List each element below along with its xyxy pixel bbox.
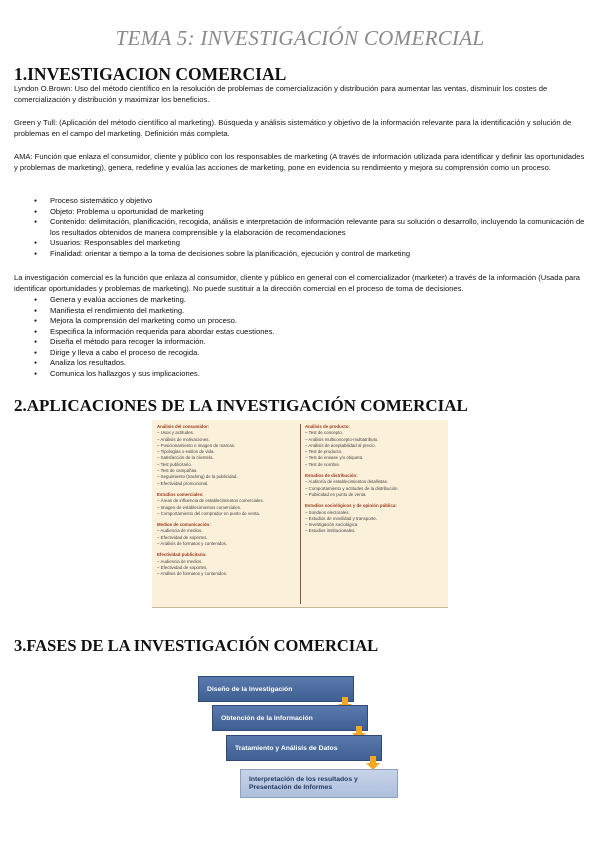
list-item: ● Manifiesta el rendimiento del marketing.	[34, 306, 586, 317]
phase-reporting-box	[240, 769, 398, 798]
applications-right-column	[305, 424, 445, 535]
section-2-heading: 2.APLICACIONES DE LA INVESTIGACIÓN COMERCIAL	[14, 396, 468, 415]
phase-label: Tratamiento y Análisis de Datos	[235, 744, 338, 752]
list-item: ● Diseña el método para recoger la información.	[34, 337, 586, 348]
application-item: – Audiencia de medios.	[157, 558, 203, 564]
application-item: – Publicidad en punto de venta.	[305, 491, 367, 497]
application-item: – Investigación sociológica.	[305, 522, 359, 528]
application-item: – Usos y actitudes.	[157, 430, 195, 436]
list-item: ● Usuarios: Responsables del marketing	[34, 238, 586, 249]
section-1-heading: 1.INVESTIGACION COMERCIAL	[14, 64, 287, 84]
application-category-title: Estudios de distribución:	[305, 473, 358, 479]
application-item: – Análisis de motivaciones.	[157, 436, 210, 442]
phase-label: Obtención de la Información	[221, 714, 313, 722]
application-item: – Audiencia de medios.	[157, 528, 203, 534]
application-category-title: Estudios comerciales:	[157, 491, 204, 497]
application-item: – Análisis de formatos y contenidos.	[157, 541, 228, 547]
application-item: – Test de concepto.	[305, 430, 343, 436]
definition-green-tull: Green y Tull: (Aplicación del método científico al marketing). Búsqueda y análisis sistemático y objetivo de la información relevante para la identificación y solución de problemas en el campo del marketing. Definición más completa.	[14, 118, 572, 138]
functions-list	[34, 295, 586, 379]
application-item: – Test publicitario.	[157, 461, 193, 467]
application-item: – Test de envase y/o etiqueta.	[305, 455, 364, 461]
section-3-heading: 3.FASES DE LA INVESTIGACIÓN COMERCIAL	[14, 636, 379, 655]
application-category-title: Medios de comunicación:	[157, 522, 211, 528]
application-item: – Estudios institucionales.	[305, 528, 356, 534]
application-item: – Auditoría de establecimientos detallistas.	[305, 479, 388, 485]
applications-left-column	[157, 424, 297, 578]
application-category-title: Análisis del consumidor:	[157, 424, 210, 429]
definition-ama: AMA: Función que enlaza el consumidor, cliente y público con los responsables de marketing (A través de información utilizada para identificar y definir las oportunidades y problemas de marketing), genera, redefine y evalúa las acciones de marketing, pone en evidencia su rendimiento y mejora su comprensión como un proceso.	[14, 152, 585, 172]
list-item: ● Especifica la información requerida para abordar estas cuestiones.	[34, 327, 586, 338]
application-category-title: Efectividad publicitaria:	[157, 552, 207, 558]
features-list	[34, 196, 586, 259]
application-item: – Áreas de influencia de establecimientos comerciales.	[157, 498, 264, 504]
list-item: ● Contenido: delimitación, planificación, recogida, análisis e interpretación de información relevante para su solución o desarrollo, incluyendo la comunicación de los resultados obtenidos de manera comprensible y la elaboración de recomendaciones	[34, 217, 586, 238]
application-item: – Comportamiento del comprador en punto de venta.	[157, 510, 260, 516]
definition-brown: Lyndon O.Brown: Uso del método científico en la resolución de problemas de comercialización y distribución para aumentar las ventas, disminuir los costes de comercialización y distribución y maximizar los beneficios.	[14, 84, 548, 104]
summary-paragraph: La investigación comercial es la función que enlaza al consumidor, cliente y público en general con el comercializador (marketer) a través de la información (Usada para identificar oportunidades y problemas de marketing). No puede sustituir a la dirección comercial en el proceso de toma de decisiones.	[14, 273, 581, 293]
application-item: – Análisis de aceptabilidad al precio.	[305, 442, 376, 448]
application-category-title: Análisis de producto:	[305, 424, 350, 429]
phase-label: Diseño de la Investigación	[207, 685, 293, 693]
application-item: – Test de nombre.	[305, 461, 341, 467]
application-item: – Análisis multiconcepto-multiatributo.	[305, 436, 379, 442]
application-item: – Test de producto.	[305, 449, 343, 455]
application-item: – Comportamiento y actitudes de la distribución.	[305, 485, 399, 491]
application-item: – Efectividad promocional.	[157, 480, 209, 486]
phase-analysis-box	[226, 735, 382, 761]
list-item: ● Analiza los resultados.	[34, 358, 586, 369]
application-item: – Estudios de movilidad y transporte.	[305, 515, 377, 521]
applications-table	[152, 420, 448, 608]
application-item: – Análisis de formatos y contenidos.	[157, 571, 228, 577]
phase-data-collection-box	[212, 705, 368, 731]
document-title: TEMA 5: INVESTIGACIÓN COMERCIAL	[115, 26, 485, 50]
application-item: – Tipologías o estilos de vida.	[157, 449, 215, 455]
list-item: ● Proceso sistemático y objetivo	[34, 196, 586, 207]
list-item: ● Mejora la comprensión del marketing como un proceso.	[34, 316, 586, 327]
list-item: ● Objeto: Problema u oportunidad de marketing	[34, 207, 586, 218]
phase-label: Interpretación de los resultados y Presentación de Informes	[249, 775, 358, 791]
application-item: – Posicionamiento e imagen de marcas.	[157, 442, 236, 448]
list-item: ● Genera y evalúa acciones de marketing.	[34, 295, 586, 306]
list-item: ● Dirige y lleva a cabo el proceso de recogida.	[34, 348, 586, 359]
application-item: – Sondeos electorales.	[305, 509, 350, 515]
application-category-title: Estudios sociológicos y de opinión pública:	[305, 503, 397, 509]
application-item: – Efectividad de soportes.	[157, 534, 208, 540]
application-item: – Seguimiento (tracking) de la publicidad.	[157, 474, 238, 480]
column-divider	[300, 424, 301, 604]
application-item: – Imagen de establecimientos comerciales.	[157, 504, 242, 510]
application-item: – Satisfacción de la clientela.	[157, 455, 214, 461]
list-item: ● Comunica los hallazgos y sus implicaciones.	[34, 369, 586, 380]
list-item: ● Finalidad: orientar a tiempo a la toma de decisiones sobre la planificación, ejecución y control de marketing	[34, 249, 586, 260]
application-item: – Test de campañas.	[157, 468, 198, 474]
phase-design-box	[198, 676, 354, 702]
application-item: – Efectividad de soportes.	[157, 564, 208, 570]
